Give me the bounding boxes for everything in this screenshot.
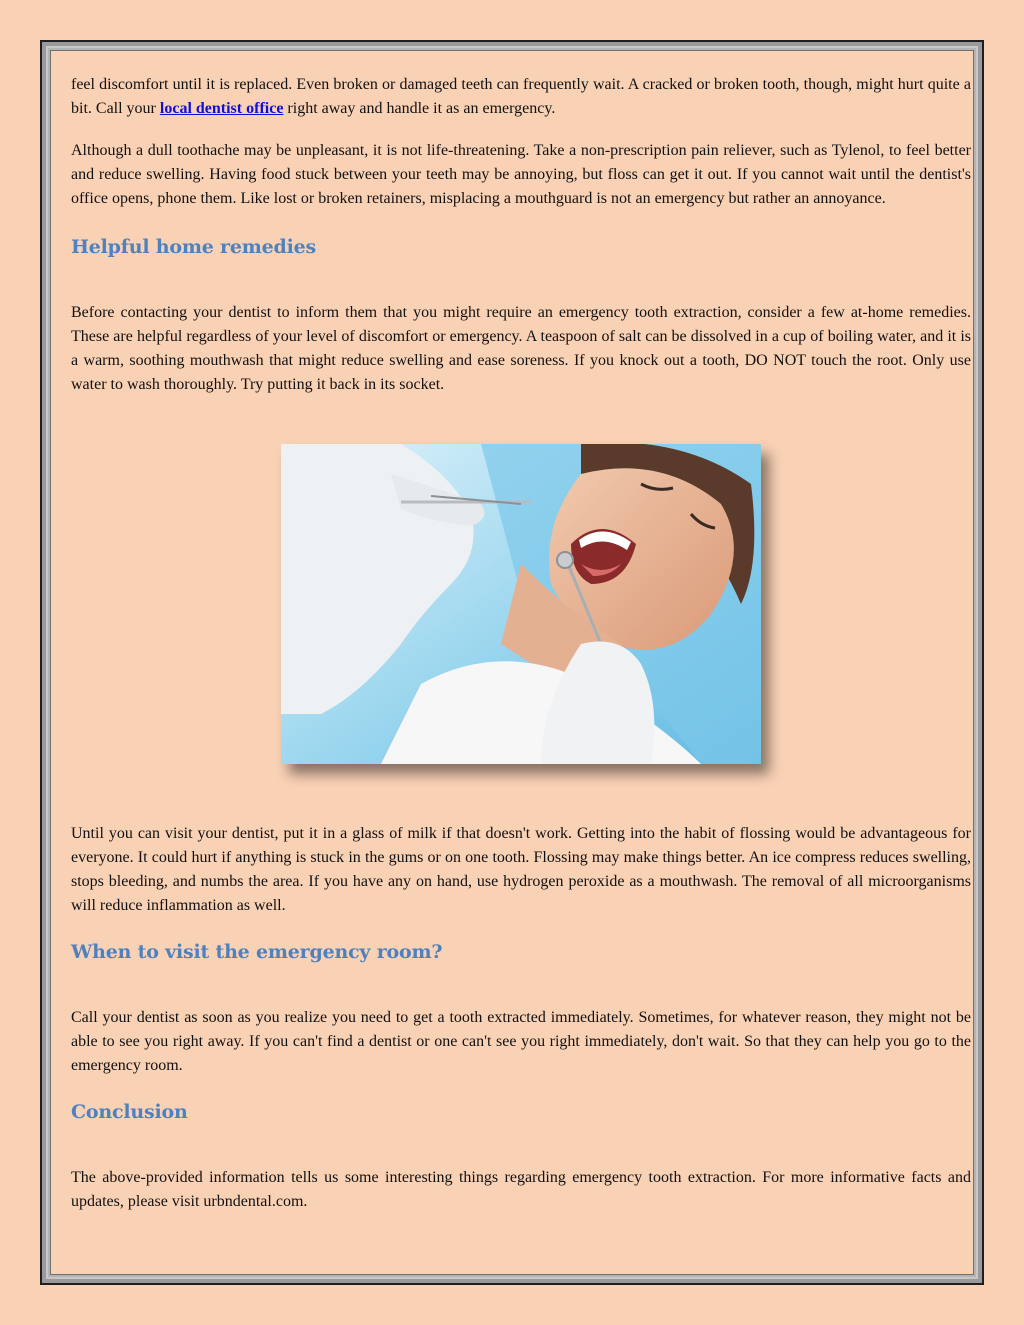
page-frame — [40, 40, 984, 1285]
local-dentist-office-link[interactable]: local dentist office — [159, 100, 284, 117]
heading-emergency-room: When to visit the emergency room? — [71, 941, 443, 963]
article-content — [71, 73, 971, 1214]
paragraph-intro: feel discomfort until it is replaced. Even broken or damaged teeth can frequently wait. A cracked or broken tooth, though, might hurt quite a bit. Call your local dentist office right away and handle it as an emergency. — [71, 76, 971, 117]
heading-conclusion: Conclusion — [71, 1101, 188, 1123]
page-panel — [50, 50, 974, 1275]
paragraph-milk-flossing: Until you can visit your dentist, put it in a glass of milk if that doesn't work. Getting into the habit of flossing would be advantageous for everyone. It could hurt if anything is stuck in the gums or on one tooth. Flossing may make things better. An ice compress reduces swelling, stops bleeding, and numbs the area. If you have any on hand, use hydrogen peroxide as a mouthwash. The removal of all microorganisms will reduce inflammation as well. — [71, 825, 971, 914]
dentist-photo — [281, 444, 761, 764]
paragraph-conclusion: The above-provided information tells us some interesting things regarding emergency tooth extraction. For more informative facts and updates, please visit urbndental.com. — [71, 1169, 971, 1210]
paragraph-remedies: Before contacting your dentist to inform them that you might require an emergency tooth extraction, consider a few at-home remedies. These are helpful regardless of your level of discomfort or emergency. A teaspoon of salt can be dissolved in a cup of boiling water, and it is a warm, soothing mouthwash that might reduce swelling and ease soreness. If you knock out a tooth, DO NOT touch the root. Only use water to wash thoroughly. Try putting it back in its socket. — [71, 304, 971, 393]
page-frame-inner — [46, 46, 978, 1279]
paragraph-emergency-room: Call your dentist as soon as you realize you need to get a tooth extracted immediately. Sometimes, for whatever reason, they might not be able to see you right away. If you can't find a dentist or one can't see you right immediately, don't wait. So that they can help you go to the emergency room. — [71, 1009, 971, 1074]
paragraph-toothache: Although a dull toothache may be unpleasant, it is not life-threatening. Take a non-prescription pain reliever, such as Tylenol, to feel better and reduce swelling. Having food stuck between your teeth may be annoying, but floss can get it out. If you cannot wait until the dentist's office opens, phone them. Like lost or broken retainers, misplacing a mouthguard is not an emergency but rather an annoyance. — [71, 142, 971, 207]
heading-home-remedies: Helpful home remedies — [71, 236, 317, 258]
